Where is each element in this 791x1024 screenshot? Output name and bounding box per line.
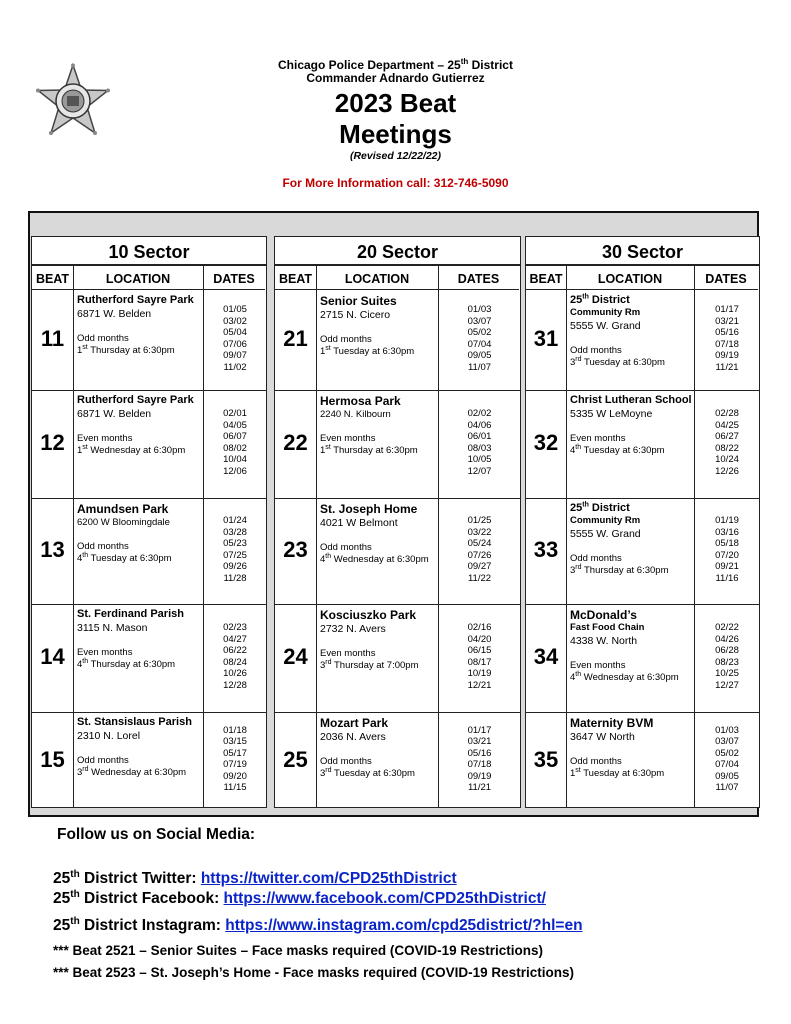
column-header-beat: BEAT (32, 266, 73, 290)
beat-location (320, 716, 436, 780)
meeting-date: 04/06 (467, 419, 492, 431)
meeting-dates (204, 725, 266, 794)
meeting-date: 07/25 (223, 549, 247, 561)
meeting-date: 06/22 (223, 645, 247, 656)
location-address: 6871 W. Belden (77, 308, 152, 320)
meeting-date: 11/07 (467, 361, 492, 373)
meeting-months: Even months (570, 660, 626, 671)
meeting-date: 04/05 (223, 419, 247, 431)
meeting-schedule: 1st Tuesday at 6:30pm (320, 344, 415, 357)
social-heading: Follow us on Social Media: (57, 826, 256, 843)
meeting-dates (439, 622, 520, 691)
sector-title: 30 Sector (526, 237, 759, 266)
location-address: 2715 N. Cicero (320, 309, 391, 321)
row-divider (32, 712, 266, 713)
meeting-date: 09/19 (467, 770, 492, 782)
meeting-date: 11/02 (223, 361, 247, 373)
meeting-months: Odd months (77, 333, 129, 344)
meeting-months: Odd months (77, 755, 129, 766)
info-phone: For More Information call: 312-746-5090 (282, 176, 509, 190)
beat-number: 21 (283, 326, 308, 351)
meeting-date: 01/05 (223, 304, 247, 315)
page-title-line2: Meetings (339, 119, 452, 149)
location-name: Mozart Park (320, 716, 389, 730)
column-header-location: LOCATION (316, 266, 438, 290)
meeting-months: Odd months (77, 541, 129, 552)
meeting-date: 04/20 (467, 633, 492, 645)
meeting-date: 05/04 (223, 327, 247, 338)
meeting-date: 03/07 (715, 736, 739, 747)
location-address: 6871 W. Belden (77, 408, 152, 420)
meeting-date: 11/15 (223, 782, 247, 793)
meeting-date: 01/03 (715, 724, 739, 736)
meeting-schedule: 4th Tuesday at 6:30pm (77, 551, 172, 564)
location-subtitle: Community Rm (570, 307, 641, 318)
page-title-line1: 2023 Beat (334, 88, 457, 118)
row-divider (526, 712, 759, 713)
location-address: 5555 W. Grand (570, 528, 641, 540)
meeting-date: 12/07 (467, 465, 492, 477)
row-divider (275, 712, 520, 713)
location-name: 25th District (570, 501, 630, 514)
beat-number: 12 (40, 430, 65, 455)
meeting-date: 03/02 (223, 315, 247, 327)
beat-location (570, 502, 692, 577)
meeting-date: 11/28 (223, 572, 247, 584)
meeting-dates (439, 408, 520, 477)
meeting-date: 06/15 (467, 645, 492, 656)
meeting-dates (204, 304, 266, 373)
beat-location (77, 716, 201, 779)
beat-location (77, 294, 201, 357)
location-subtitle: Community Rm (570, 515, 641, 526)
meeting-date: 07/19 (223, 759, 247, 770)
meeting-date: 05/16 (715, 327, 739, 338)
meeting-date: 02/16 (467, 622, 492, 633)
meeting-date: 06/01 (467, 431, 492, 442)
location-address: 6200 W Bloomingdale (77, 517, 170, 528)
meeting-months: Even months (320, 433, 376, 444)
twitter-line: 25th District Twitter: https://twitter.com/CPD25thDistrict (53, 868, 457, 887)
beat-location (77, 502, 201, 565)
beat-number: 35 (533, 746, 559, 772)
beat-location (77, 608, 201, 671)
column-header-location: LOCATION (73, 266, 203, 290)
beat-number: 31 (533, 326, 559, 351)
meeting-date: 01/19 (715, 515, 739, 526)
sector-panel (525, 236, 760, 808)
meeting-dates (695, 622, 759, 691)
meeting-date: 10/19 (467, 668, 492, 679)
department-name: Chicago Police Department – 25th District (278, 57, 513, 72)
meeting-date: 05/23 (223, 538, 247, 549)
row-divider (32, 604, 266, 605)
column-divider (566, 266, 567, 807)
meeting-date: 03/16 (715, 526, 739, 538)
meeting-date: 11/21 (467, 782, 492, 793)
covid-note: *** Beat 2521 – Senior Suites – Face masks required (COVID-19 Restrictions) (53, 943, 543, 958)
meeting-dates (695, 515, 759, 584)
meeting-date: 02/01 (223, 408, 247, 419)
location-address: 3115 N. Mason (77, 622, 148, 634)
meeting-dates (204, 515, 266, 584)
facebook-link[interactable]: https://www.facebook.com/CPD25thDistrict/ (223, 890, 546, 907)
meeting-date: 10/26 (223, 668, 247, 679)
meeting-schedule: 4th Tuesday at 6:30pm (570, 443, 665, 456)
meeting-date: 10/25 (715, 668, 739, 679)
sector-title: 10 Sector (32, 237, 266, 266)
meeting-months: Odd months (570, 553, 622, 564)
meeting-date: 03/28 (223, 526, 247, 538)
meeting-date: 10/04 (223, 454, 247, 465)
meeting-date: 08/03 (467, 442, 492, 454)
meeting-date: 07/20 (715, 549, 739, 561)
meeting-date: 12/06 (223, 465, 247, 477)
meeting-date: 09/26 (223, 561, 247, 572)
meeting-schedule: 1st Thursday at 6:30pm (320, 443, 418, 456)
location-name: Hermosa Park (320, 394, 401, 408)
meeting-months: Even months (77, 433, 133, 444)
meeting-dates (439, 725, 520, 794)
meeting-dates (695, 725, 759, 794)
meeting-schedule: 1st Tuesday at 6:30pm (570, 766, 665, 779)
beat-location (320, 394, 436, 457)
meeting-date: 05/17 (223, 747, 247, 759)
beat-number: 34 (533, 644, 559, 669)
meeting-date: 12/26 (715, 465, 739, 477)
row-divider (32, 390, 266, 391)
meeting-date: 07/06 (223, 338, 247, 350)
instagram-link[interactable]: https://www.instagram.com/cpd25district/?hl=en (225, 917, 583, 934)
meeting-date: 01/25 (467, 515, 492, 526)
meeting-dates (204, 622, 266, 691)
location-address: 4021 W Belmont (320, 517, 398, 529)
meeting-dates (695, 408, 759, 477)
location-name: Kosciuszko Park (320, 608, 417, 622)
meeting-months: Odd months (320, 334, 372, 345)
meeting-schedule: 1st Thursday at 6:30pm (77, 343, 175, 356)
column-header-beat: BEAT (526, 266, 566, 290)
meeting-date: 05/18 (715, 538, 739, 549)
beat-location (570, 608, 692, 684)
row-divider (275, 604, 520, 605)
meeting-date: 07/18 (467, 759, 492, 770)
meeting-date: 07/04 (715, 759, 739, 770)
sector-panel (274, 236, 521, 808)
meeting-date: 08/24 (223, 656, 247, 668)
column-header-beat: BEAT (275, 266, 316, 290)
meeting-date: 02/02 (467, 408, 492, 419)
meeting-date: 09/05 (715, 770, 739, 782)
meeting-schedule: 3rd Thursday at 7:00pm (320, 658, 419, 671)
sector-title: 20 Sector (275, 237, 520, 266)
meeting-date: 04/27 (223, 633, 247, 645)
beat-location (570, 294, 692, 369)
meeting-date: 06/28 (715, 645, 739, 656)
meeting-date: 01/18 (223, 724, 247, 736)
meeting-date: 08/17 (467, 656, 492, 668)
beat-number: 25 (283, 746, 308, 772)
location-name: Rutherford Sayre Park (77, 294, 194, 306)
beat-location (320, 608, 436, 672)
beat-number: 33 (533, 537, 559, 562)
meeting-date: 10/05 (467, 454, 492, 465)
meeting-dates (439, 304, 520, 373)
sector-panel (31, 236, 267, 808)
meeting-date: 09/19 (715, 350, 739, 361)
meeting-date: 11/21 (715, 361, 739, 373)
meeting-schedule: 4th Wednesday at 6:30pm (570, 670, 679, 683)
location-subtitle: Fast Food Chain (570, 622, 645, 633)
meeting-date: 02/28 (715, 408, 739, 419)
meeting-date: 08/02 (223, 442, 247, 454)
beat-number: 14 (40, 644, 65, 669)
facebook-line: 25th District Facebook: https://www.facebook.com/CPD25thDistrict/ (53, 888, 546, 907)
revision-note: (Revised 12/22/22) (349, 150, 442, 162)
beat-number: 15 (40, 746, 65, 772)
row-divider (275, 498, 520, 499)
meeting-date: 05/02 (467, 327, 492, 338)
instagram-line: 25th District Instagram: https://www.instagram.com/cpd25district/?hl=en (53, 915, 583, 934)
meeting-months: Odd months (570, 345, 622, 356)
location-address: 2310 N. Lorel (77, 730, 141, 742)
meeting-months: Even months (570, 433, 626, 444)
row-divider (275, 390, 520, 391)
beat-number: 24 (283, 644, 308, 669)
beat-number: 11 (40, 326, 65, 351)
column-header-dates: DATES (694, 266, 758, 290)
column-divider (316, 266, 317, 807)
meeting-date: 12/27 (715, 679, 739, 691)
meeting-date: 05/02 (715, 747, 739, 759)
location-address: 3647 W North (570, 731, 635, 743)
meeting-date: 11/22 (467, 572, 492, 584)
commander-name: Commander Adnardo Gutierrez (306, 71, 485, 85)
beat-location (570, 394, 692, 457)
location-name: 25th District (570, 293, 630, 306)
meeting-date: 11/16 (715, 572, 739, 584)
meeting-months: Odd months (320, 542, 372, 553)
location-name: Senior Suites (320, 294, 397, 308)
location-name: Maternity BVM (570, 716, 654, 730)
meeting-date: 09/27 (467, 561, 492, 572)
meeting-date: 03/15 (223, 736, 247, 747)
beat-number: 22 (283, 430, 308, 455)
twitter-link[interactable]: https://twitter.com/CPD25thDistrict (200, 870, 457, 887)
meeting-date: 07/04 (467, 338, 492, 350)
meeting-date: 04/25 (715, 419, 739, 431)
beat-location (77, 394, 201, 457)
location-address: 5335 W LeMoyne (570, 408, 653, 420)
location-name: St. Ferdinand Parish (77, 608, 184, 620)
meeting-date: 06/27 (715, 431, 739, 442)
meeting-date: 07/18 (715, 338, 739, 350)
column-header-dates: DATES (203, 266, 265, 290)
meeting-schedule: 3rd Tuesday at 6:30pm (570, 355, 665, 368)
meeting-date: 04/26 (715, 633, 739, 645)
meeting-date: 02/23 (223, 622, 247, 633)
meeting-date: 09/07 (223, 350, 247, 361)
beat-number: 32 (533, 430, 559, 455)
meeting-date: 01/17 (467, 724, 492, 736)
meeting-months: Odd months (570, 756, 622, 767)
location-name: Rutherford Sayre Park (77, 394, 194, 406)
meeting-months: Even months (77, 647, 133, 658)
meeting-date: 01/24 (223, 515, 247, 526)
meeting-dates (439, 515, 520, 584)
meeting-dates (204, 408, 266, 477)
meeting-schedule: 3rd Thursday at 6:30pm (570, 563, 669, 576)
row-divider (526, 498, 759, 499)
location-address: 2036 N. Avers (320, 731, 386, 743)
meeting-schedule: 4th Wednesday at 6:30pm (320, 552, 429, 565)
meeting-schedule: 3rd Wednesday at 6:30pm (77, 765, 187, 778)
beat-location (320, 294, 436, 358)
beat-number: 13 (40, 537, 65, 562)
row-divider (526, 390, 759, 391)
meeting-date: 12/21 (467, 679, 492, 691)
row-divider (32, 498, 266, 499)
location-address: 5555 W. Grand (570, 320, 641, 332)
meeting-date: 02/22 (715, 622, 739, 633)
location-address: 2732 N. Avers (320, 623, 386, 635)
beat-location (320, 502, 436, 566)
meeting-date: 03/07 (467, 315, 492, 327)
column-divider (73, 266, 74, 807)
meeting-months: Odd months (320, 756, 372, 767)
meeting-date: 07/26 (467, 549, 492, 561)
meeting-schedule: 4th Thursday at 6:30pm (77, 657, 176, 670)
beat-number: 23 (283, 537, 308, 562)
column-header-location: LOCATION (566, 266, 694, 290)
meeting-schedule: 1st Wednesday at 6:30pm (77, 443, 186, 456)
meeting-date: 08/22 (715, 442, 739, 454)
meeting-date: 09/05 (467, 350, 492, 361)
location-address: 2240 N. Kilbourn (320, 409, 391, 420)
meeting-date: 11/07 (715, 782, 739, 793)
location-name: McDonald’s (570, 608, 637, 622)
meeting-date: 10/24 (715, 454, 739, 465)
location-name: St. Stansislaus Parish (77, 716, 192, 728)
meeting-date: 09/20 (223, 770, 247, 782)
meeting-date: 03/21 (467, 736, 492, 747)
location-address: 4338 W. North (570, 635, 638, 647)
location-name: Christ Lutheran School (570, 394, 692, 406)
meeting-date: 12/28 (223, 679, 247, 691)
meeting-schedule: 3rd Tuesday at 6:30pm (320, 766, 415, 779)
column-header-dates: DATES (438, 266, 519, 290)
meeting-date: 09/21 (715, 561, 739, 572)
meeting-date: 06/07 (223, 431, 247, 442)
meeting-date: 05/16 (467, 747, 492, 759)
meeting-date: 08/23 (715, 656, 739, 668)
meeting-date: 01/17 (715, 304, 739, 315)
row-divider (526, 604, 759, 605)
location-name: Amundsen Park (77, 502, 169, 516)
meeting-dates (695, 304, 759, 373)
meeting-months: Even months (320, 648, 376, 659)
meeting-date: 03/21 (715, 315, 739, 327)
covid-note: *** Beat 2523 – St. Joseph’s Home - Face masks required (COVID-19 Restrictions) (53, 965, 574, 980)
meeting-date: 01/03 (467, 304, 492, 315)
location-name: St. Joseph Home (320, 502, 418, 516)
beat-location (570, 716, 692, 780)
meeting-date: 03/22 (467, 526, 492, 538)
meeting-date: 05/24 (467, 538, 492, 549)
